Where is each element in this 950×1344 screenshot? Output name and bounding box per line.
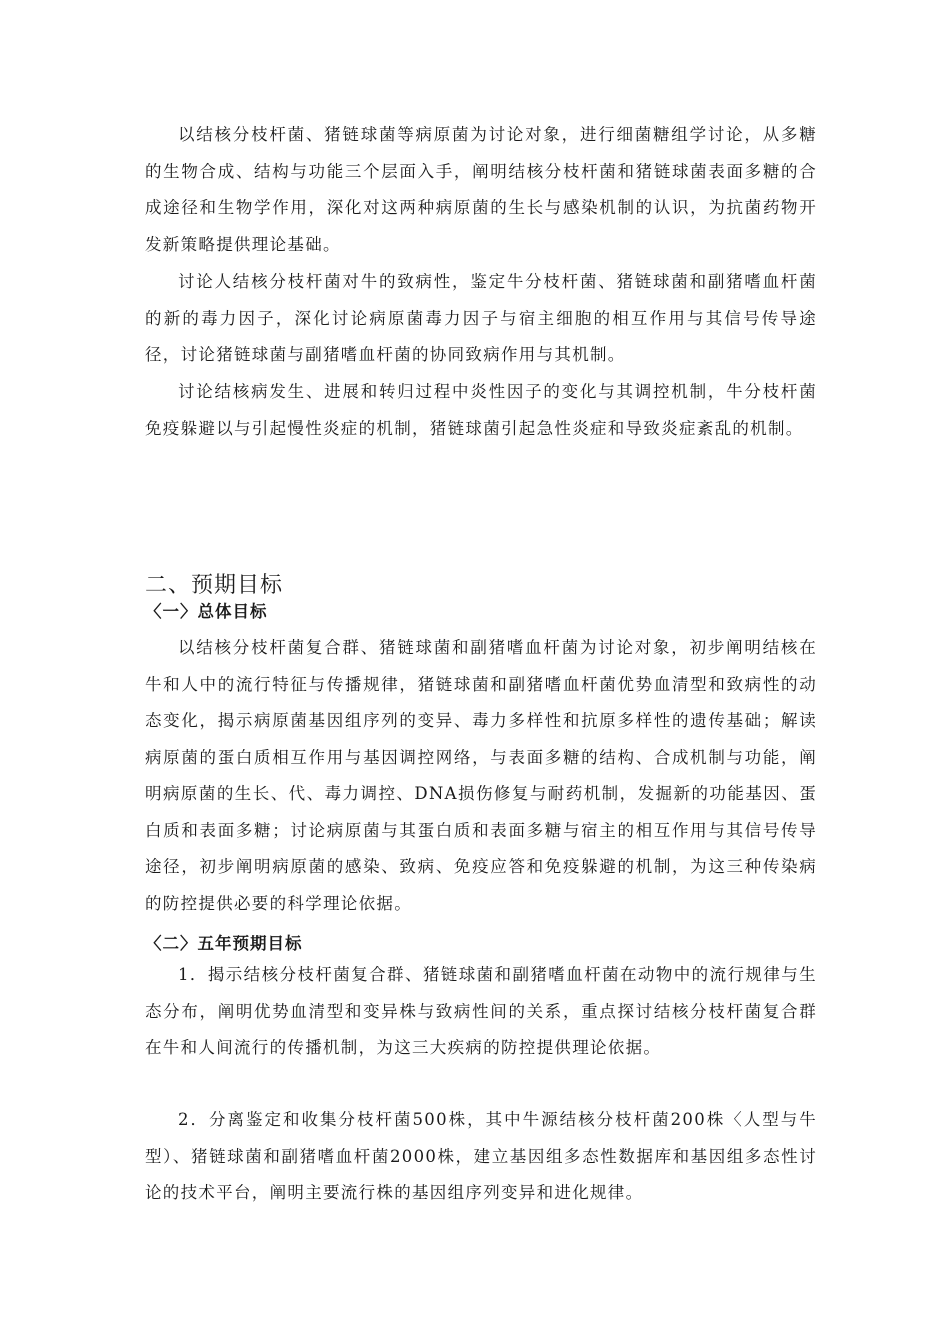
- subheading-five-year-goal: 〈二〉五年预期目标: [145, 934, 303, 953]
- intro-paragraph-3: 讨论结核病发生、进展和转归过程中炎性因子的变化与其调控机制，牛分枝杆菌免疫躲避以与引起慢性炎症的机制，猪链球菌引起急性炎症和导致炎症紊乱的机制。: [145, 382, 817, 438]
- subheading-overall-goal: 〈一〉总体目标: [145, 602, 268, 621]
- overall-goal-paragraph: 以结核分枝杆菌复合群、猪链球菌和副猪嗜血杆菌为讨论对象，初步阐明结核在牛和人中的流行特征与传播规律，猪链球菌和副猪嗜血杆菌优势血清型和致病性的动态变化，揭示病原菌基因组序列的变异、毒力多样性和抗原多样性的遗传基础；解读病原菌的蛋白质相互作用与基因调控网络，与表面多糖的结构、合成机制与功能，阐明病原菌的生长、代、毒力调控、DNA损伤修复与耐药机制，发掘新的功能基因、蛋白质和表面多糖；讨论病原菌与其蛋白质和表面多糖与宿主的相互作用与其信号传导途径，初步阐明病原菌的感染、致病、免疫应答和免疫躲避的机制，为这三种传染病的防控提供必要的科学理论依据。: [145, 638, 817, 913]
- intro-paragraph-2: 讨论人结核分枝杆菌对牛的致病性，鉴定牛分枝杆菌、猪链球菌和副猪嗜血杆菌的新的毒力因子，深化讨论病原菌毒力因子与宿主细胞的相互作用与其信号传导途径，讨论猪链球菌与副猪嗜血杆菌的协同致病作用与其机制。: [145, 272, 817, 364]
- five-year-item-1: 1．揭示结核分枝杆菌复合群、猪链球菌和副猪嗜血杆菌在动物中的流行规律与生态分布，阐明优势血清型和变异株与致病性间的关系，重点探讨结核分枝杆菌复合群在牛和人间流行的传播机制，为这三大疾病的防控提供理论依据。: [145, 965, 817, 1057]
- section-heading-expected-goals: 二、预期目标: [145, 573, 284, 598]
- five-year-item-2: 2．分离鉴定和收集分枝杆菌500株，其中牛源结核分枝杆菌200株〈人型与牛型）、猪链球菌和副猪嗜血杆菌2000株，建立基因组多态性数据库和基因组多态性讨论的技术平台，阐明主要流行株的基因组序列变异和进化规律。: [145, 1110, 817, 1202]
- intro-paragraph-1: 以结核分枝杆菌、猪链球菌等病原菌为讨论对象，进行细菌糖组学讨论，从多糖的生物合成、结构与功能三个层面入手，阐明结核分枝杆菌和猪链球菌表面多糖的合成途径和生物学作用，深化对这两种病原菌的生长与感染机制的认识，为抗菌药物开发新策略提供理论基础。: [145, 125, 817, 254]
